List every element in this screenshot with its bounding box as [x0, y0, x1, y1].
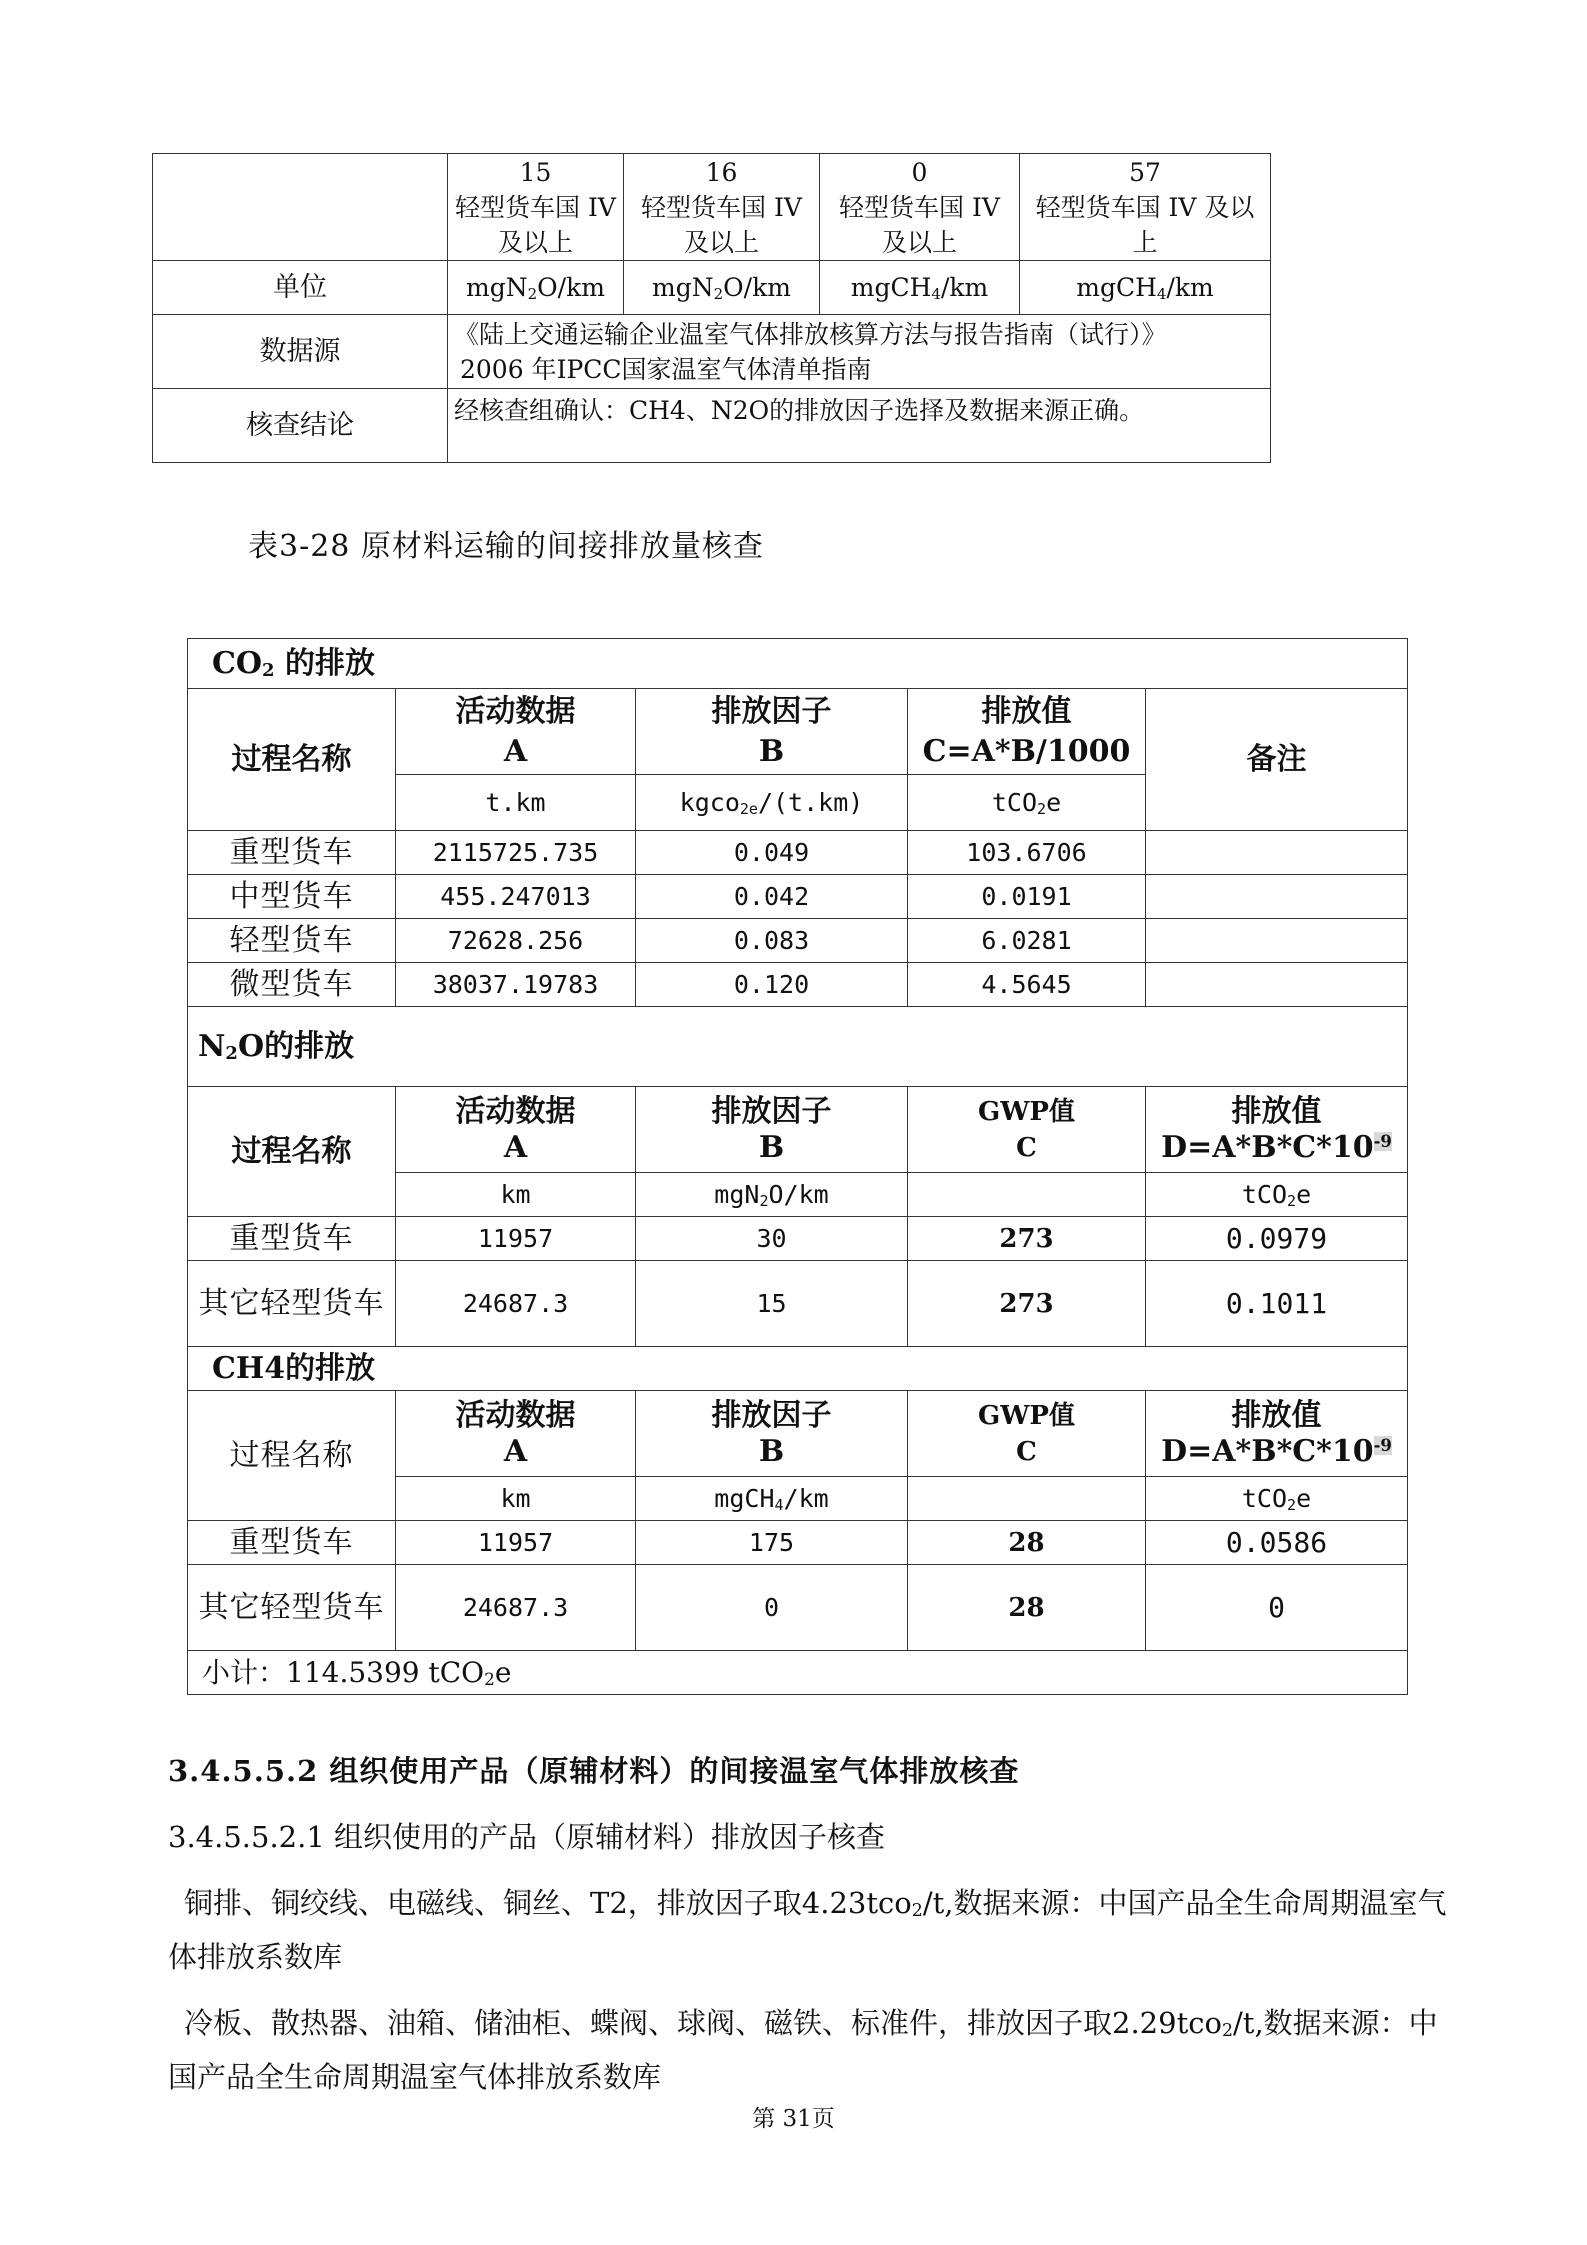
remark-header: 备注: [1146, 689, 1408, 831]
process-name-header: 过程名称: [188, 1391, 396, 1521]
blank-cell: [153, 154, 448, 261]
activity-data-header: 活动数据 A: [396, 689, 636, 775]
page-number: 第 31页: [752, 2106, 835, 2132]
unit-label: 单位: [153, 261, 448, 315]
table-row: 中型货车 455.247013 0.042 0.0191: [188, 875, 1408, 919]
table-row: 重型货车 11957 175 28 0.0586: [188, 1521, 1408, 1565]
emission-factor-header: 排放因子 B: [636, 1087, 908, 1173]
unit-cell: mgCH$_4$/km: [1020, 261, 1271, 315]
section-title-ch4: CH4的排放: [188, 1347, 1408, 1391]
subsection-heading: 3.4.5.5.2.1 组织使用的产品（原辅材料）排放因子核查: [168, 1820, 886, 1854]
activity-data-header: 活动数据 A: [396, 1391, 636, 1477]
unit-c: tCO$_2$e: [908, 775, 1146, 831]
table-row: 其它轻型货车 24687.3 0 28 0: [188, 1565, 1408, 1651]
source-cell: [448, 315, 1271, 389]
process-name-header: 过程名称: [188, 689, 396, 831]
emission-value-header: 排放值 $D=A*B*C*10^{-9}$: [1146, 1391, 1408, 1477]
activity-data-header: 活动数据 A: [396, 1087, 636, 1173]
table-row: 其它轻型货车 24687.3 15 273 0.1011: [188, 1261, 1408, 1347]
subtotal: 小计：114.5399 tCO$_2$e: [188, 1651, 1408, 1695]
section-title-co2: $CO_2$ 的排放: [188, 639, 1408, 689]
table-row: 轻型货车 72628.256 0.083 6.0281: [188, 919, 1408, 963]
conclusion-cell: 经核查组确认：CH4、N2O的排放因子选择及数据来源正确。: [448, 389, 1271, 463]
section-title-n2o: $N_2O$的排放: [188, 1007, 1408, 1087]
table-row: 微型货车 38037.19783 0.120 4.5645: [188, 963, 1408, 1007]
emission-factor-header: 排放因子 B: [636, 689, 908, 775]
unit-b: kgco$_{2e}$/(t.km): [636, 775, 908, 831]
factor-cell: 15 轻型货车国 IV 及以上: [448, 154, 624, 261]
process-name-header: 过程名称: [188, 1087, 396, 1217]
source-line: 2006 年IPCC国家温室气体清单指南: [460, 354, 872, 384]
unit-b: mgCH$_4$/km: [636, 1477, 908, 1521]
gwp-header: GWP值 C: [908, 1087, 1146, 1173]
emission-value-header: 排放值 C=A*B/1000: [908, 689, 1146, 775]
conclusion-label: 核查结论: [153, 389, 448, 463]
unit-a: km: [396, 1173, 636, 1217]
unit-d: tCO$_2$e: [1146, 1173, 1408, 1217]
raw-material-transport-table: [187, 638, 1408, 1695]
unit-cell: mgN$_2$O/km: [624, 261, 820, 315]
source-label: 数据源: [153, 315, 448, 389]
emission-value-header: 排放值 $D=A*B*C*10^{-9}$: [1146, 1087, 1408, 1173]
table-row: 重型货车 11957 30 273 0.0979: [188, 1217, 1408, 1261]
emission-factor-header: 排放因子 B: [636, 1391, 908, 1477]
table-caption: 表3-28 原材料运输的间接排放量核查: [248, 529, 764, 564]
paragraph: 冷板、散热器、油箱、储油柜、蝶阀、球阀、磁铁、标准件，排放因子取2.29tco$_2$/t,数据来源：中国产品全生命周期温室气体排放系数库: [168, 2006, 1438, 2094]
unit-d: tCO$_2$e: [1146, 1477, 1408, 1521]
unit-b: mgN$_2$O/km: [636, 1173, 908, 1217]
paragraph: 铜排、铜绞线、电磁线、铜丝、T2，排放因子取4.23tco$_2$/t,数据来源：中国产品全生命周期温室气体排放系数库: [168, 1886, 1447, 1974]
gwp-header: GWP值 C: [908, 1391, 1146, 1477]
emission-factor-table: [152, 153, 1271, 463]
section-heading: 3.4.5.5.2 组织使用产品（原辅材料）的间接温室气体排放核查: [168, 1754, 1020, 1788]
unit-cell: mgN$_2$O/km: [448, 261, 624, 315]
table-row: 重型货车 2115725.735 0.049 103.6706: [188, 831, 1408, 875]
unit-a: km: [396, 1477, 636, 1521]
factor-cell: 16 轻型货车国 IV 及以上: [624, 154, 820, 261]
unit-cell: mgCH$_4$/km: [820, 261, 1020, 315]
factor-cell: 57 轻型货车国 IV 及以上: [1020, 154, 1271, 261]
unit-a: t.km: [396, 775, 636, 831]
factor-cell: 0 轻型货车国 IV 及以上: [820, 154, 1020, 261]
source-line: 《陆上交通运输企业温室气体排放核算方法与报告指南（试行）》: [454, 319, 1167, 349]
